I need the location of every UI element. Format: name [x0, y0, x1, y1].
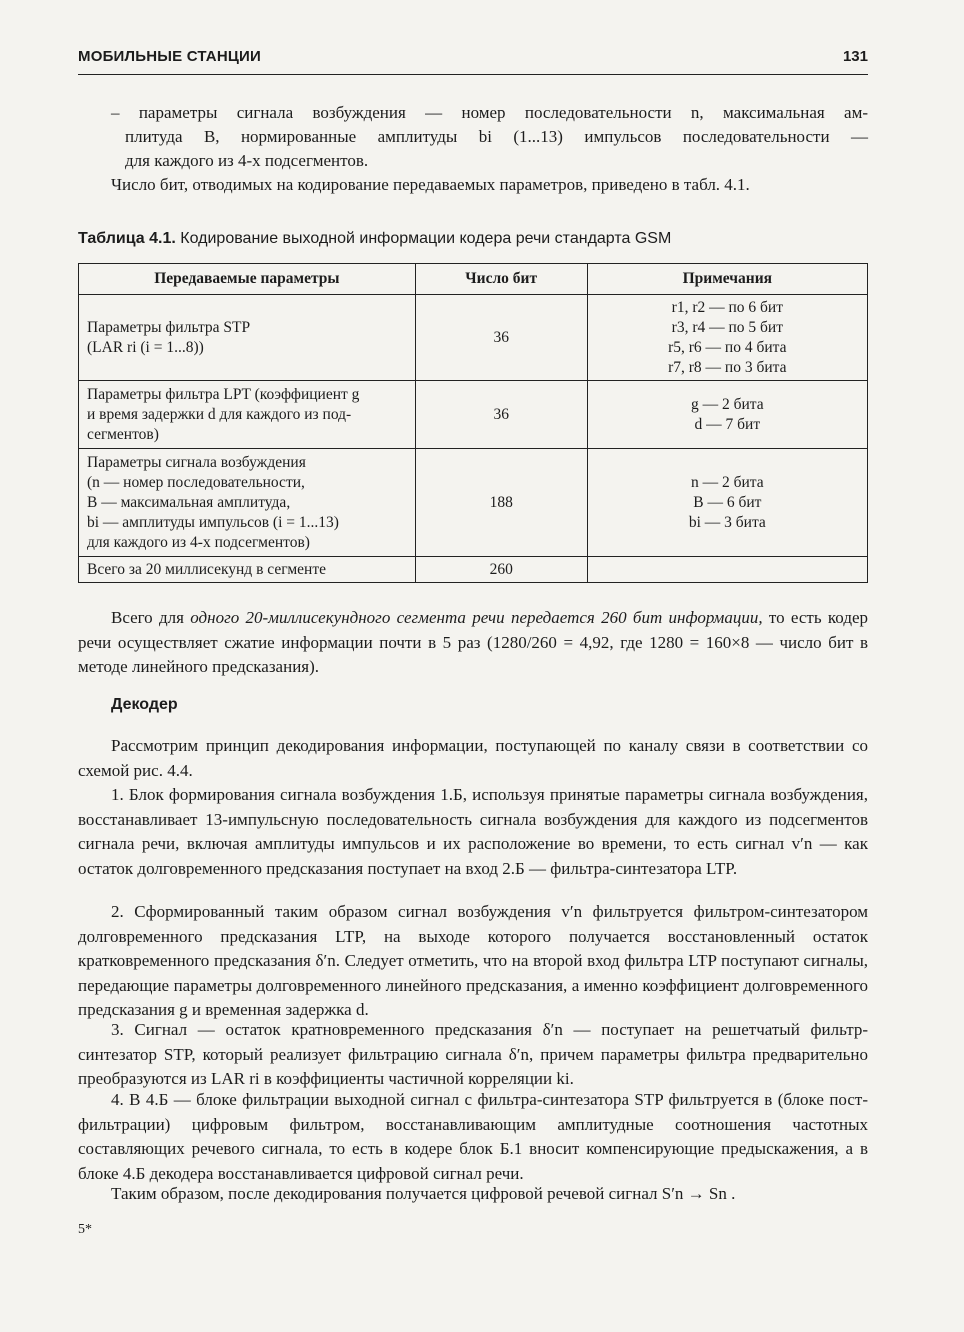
- note-line: r3, r4 — по 5 бит: [671, 318, 783, 336]
- section-heading: Декодер: [111, 696, 178, 713]
- table-row: [79, 449, 868, 557]
- table-reference-sentence: Число бит, отводимых на кодирование передаваемых параметров, приведено в табл. 4.1.: [111, 175, 750, 194]
- bullet-line-2: плитуда B, нормированные амплитуды bi (1...13) импульсов последовательности —: [125, 127, 868, 146]
- bits-cell: 188: [415, 449, 587, 557]
- paragraph-text: то есть кодер речи осуществляет сжатие информации почти в 5 раз (1280/260 = 4,92, где 1280 = 160×8 — число бит в методе линейного предсказания).: [78, 608, 869, 676]
- column-header: Передаваемые параметры: [79, 264, 416, 295]
- note-line: bi — 3 бита: [688, 513, 766, 531]
- param-line: сегментов): [87, 425, 159, 443]
- note-line: d — 7 бит: [694, 415, 761, 433]
- notes-cell: [587, 381, 867, 449]
- note-line: r1, r2 — по 6 бит: [671, 298, 783, 316]
- bits-cell: 36: [415, 381, 587, 449]
- note-line: r7, r8 — по 3 бита: [668, 358, 787, 376]
- column-header: Число бит: [415, 264, 587, 295]
- param-line: bi — амплитуды импульсов (i = 1...13): [87, 513, 339, 531]
- table-row: [79, 295, 868, 381]
- note-line: B — 6 бит: [693, 493, 762, 511]
- param-line: для каждого из 4-х подсегментов): [87, 533, 310, 551]
- param-line: (LAR ri (i = 1...8)): [87, 338, 204, 356]
- table-row: [79, 381, 868, 449]
- paragraph-emphasis: одного 20-миллисекундного сегмента речи передается 260 бит информации,: [190, 608, 763, 627]
- bullet-line-3: для каждого из 4-х подсегментов.: [125, 151, 369, 170]
- param-cell: Всего за 20 миллисекунд в сегменте: [79, 557, 416, 583]
- param-line: Параметры фильтра STP: [87, 318, 251, 336]
- notes-cell: [587, 449, 867, 557]
- table-caption-label: Таблица 4.1.: [78, 230, 176, 247]
- param-line: Параметры фильтра LPT (коэффициент g: [87, 385, 360, 403]
- notes-cell: [587, 295, 867, 381]
- note-line: n — 2 бита: [690, 473, 764, 491]
- param-cell: [79, 381, 416, 449]
- paragraph-step-4: 4. В 4.Б — блоке фильтрации выходной сигнал с фильтра-синтезатора STP фильтруется в (блоке пост-фильтрации) цифровым фильтром, восстанавливающим амплитудные соотношения частотных составляющих речевого сигнала, то есть в кодере блок Б.1 вносит компенсирующие предыскажения, а в блоке 4.Б декодера восстанавливается цифровой сигнал речи.: [78, 1090, 868, 1183]
- param-line: B — максимальная амплитуда,: [87, 493, 291, 511]
- paragraph-step-3: 3. Сигнал — остаток кратновременного предсказания δ′n — поступает на решетчатый фильтр-синтезатор STP, который реализует фильтрацию сигнала δ′n, причем параметры фильтра предварительно преобразуются из LAR ri в коэффициенты частичной корреляции ki.: [78, 1020, 868, 1088]
- param-cell: [79, 295, 416, 381]
- bits-cell: 36: [415, 295, 587, 381]
- table-caption-text: Кодирование выходной информации кодера речи стандарта GSM: [180, 230, 672, 247]
- bullet-line-1: – параметры сигнала возбуждения — номер последовательности n, максимальная ам-: [111, 103, 868, 122]
- paragraph-step-2: 2. Сформированный таким образом сигнал возбуждения v′n фильтруется фильтром-синтезатором долговременного предсказания LTP, на выходе которого получается восстановленный остаток кратковременного предсказания δ′n. Следует отметить, что на второй вход фильтра LTP поступают сигналы, передающие параметры долговременного линейного предсказания, а именно коэффициент долговременного предсказания g и временная задержка d.: [78, 902, 868, 1019]
- running-header: [78, 44, 868, 75]
- param-line: Параметры сигнала возбуждения: [87, 453, 306, 471]
- table-caption: [78, 230, 671, 248]
- signature-mark: 5*: [78, 1222, 92, 1237]
- table-header-row: [79, 264, 868, 295]
- page-number: 131: [842, 48, 868, 65]
- paragraph-decoder-intro: Рассмотрим принцип декодирования информации, поступающей по каналу связи в соответствии со схемой рис. 4.4.: [78, 736, 868, 780]
- coding-table: [78, 263, 868, 583]
- notes-cell: [587, 557, 867, 583]
- note-line: g — 2 бита: [690, 395, 764, 413]
- paragraph-conclusion: Таким образом, после декодирования получается цифровой речевой сигнал S′n → Sn .: [111, 1184, 736, 1203]
- paragraph-compression: [78, 606, 868, 680]
- note-line: r5, r6 — по 4 бита: [668, 338, 787, 356]
- param-cell: [79, 449, 416, 557]
- param-line: и время задержки d для каждого из под-: [87, 405, 352, 423]
- paragraph-step-1: 1. Блок формирования сигнала возбуждения 1.Б, используя принятые параметры сигнала возбуждения, восстанавливает 13-импульсную последовательность сигнала возбуждения для каждого из подсегментов сигнала речи, включая амплитуды импульсов и их расположение во времени, то есть сигнал v′n — как остаток долговременного предсказания поступает на вход 2.Б — фильтра-синтезатора LTP.: [78, 785, 868, 878]
- chapter-title: МОБИЛЬНЫЕ СТАНЦИИ: [78, 48, 261, 65]
- paragraph-text: Всего для: [111, 608, 191, 627]
- bits-cell: 260: [415, 557, 587, 583]
- table-total-row: [79, 557, 868, 583]
- param-line: (n — номер последовательности,: [87, 473, 305, 491]
- column-header: Примечания: [587, 264, 867, 295]
